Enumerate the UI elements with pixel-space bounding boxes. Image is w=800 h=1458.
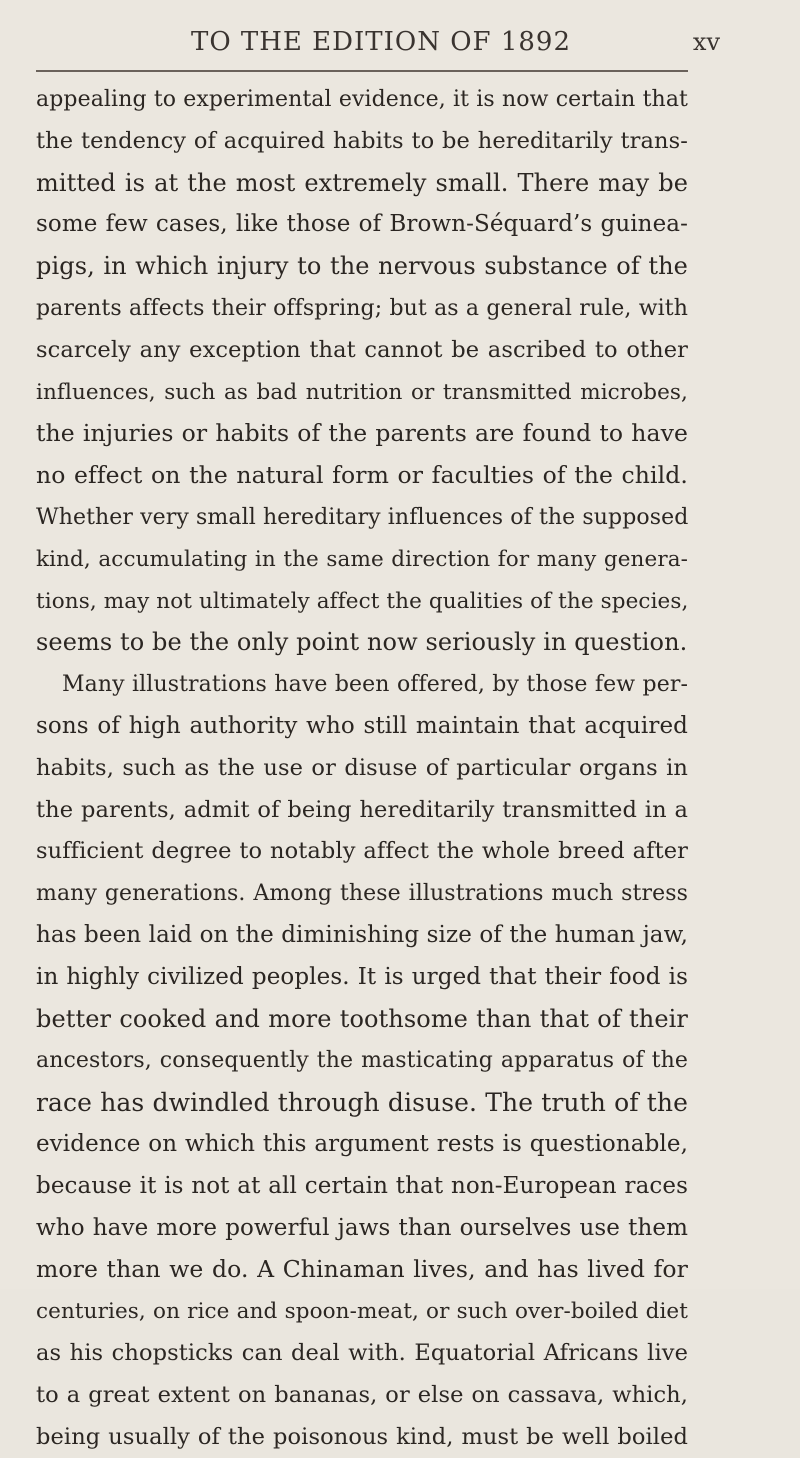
text-line: ancestors, consequently the masticating apparatus of the [36,1040,688,1082]
text-line: to a great extent on bananas, or else on cassava, which, [36,1375,688,1417]
text-line: some few cases, like those of Brown-Séquard’s guinea- [36,204,688,246]
paragraph-start-line: Many illustrations have been offered, by those few per- [36,664,688,706]
page-header [36,22,726,62]
text-line: who have more powerful jaws than ourselves use them [36,1208,688,1250]
text-line: has been laid on the diminishing size of the human jaw, [36,915,688,957]
text-line: parents affects their offspring; but as a general rule, with [36,288,688,330]
text-line: pigs, in which injury to the nervous substance of the [36,246,688,288]
text-line: race has dwindled through disuse. The truth of the [36,1082,688,1124]
page-number: xv [693,22,720,62]
text-line: the parents, admit of being hereditarily transmitted in a [36,790,688,832]
header-rule [36,70,688,72]
text-line: mitted is at the most extremely small. There may be [36,163,688,205]
running-head: TO THE EDITION OF 1892 [36,22,726,62]
text-line: better cooked and more toothsome than that of their [36,999,688,1041]
text-line: kind, accumulating in the same direction for many genera- [36,539,688,581]
text-line: habits, such as the use or disuse of particular organs in [36,748,688,790]
text-line: centuries, on rice and spoon-meat, or such over-boiled diet [36,1291,688,1333]
text-line: Whether very small hereditary influences of the supposed [36,497,688,539]
text-line: no effect on the natural form or faculties of the child. [36,455,688,497]
text-line: being usually of the poisonous kind, must be well boiled [36,1417,688,1458]
text-line: sufficient degree to notably affect the whole breed after [36,831,688,873]
text-line: the injuries or habits of the parents are found to have [36,413,688,455]
text-line: tions, may not ultimately affect the qualities of the species, [36,581,688,623]
text-line: in highly civilized peoples. It is urged that their food is [36,957,688,999]
text-line: sons of high authority who still maintain that acquired [36,706,688,748]
text-line: as his chopsticks can deal with. Equatorial Africans live [36,1333,688,1375]
text-line: appealing to experimental evidence, it is now certain that [36,79,688,121]
text-line: because it is not at all certain that non-European races [36,1166,688,1208]
paragraph-end-line: seems to be the only point now seriously in question. [36,622,688,664]
text-line: many generations. Among these illustrations much stress [36,873,688,915]
text-line: scarcely any exception that cannot be ascribed to other [36,330,688,372]
body-text [36,79,688,1458]
text-line: influences, such as bad nutrition or transmitted microbes, [36,372,688,414]
text-line: the tendency of acquired habits to be hereditarily trans- [36,121,688,163]
text-line: evidence on which this argument rests is questionable, [36,1124,688,1166]
text-line: more than we do. A Chinaman lives, and has lived for [36,1249,688,1291]
